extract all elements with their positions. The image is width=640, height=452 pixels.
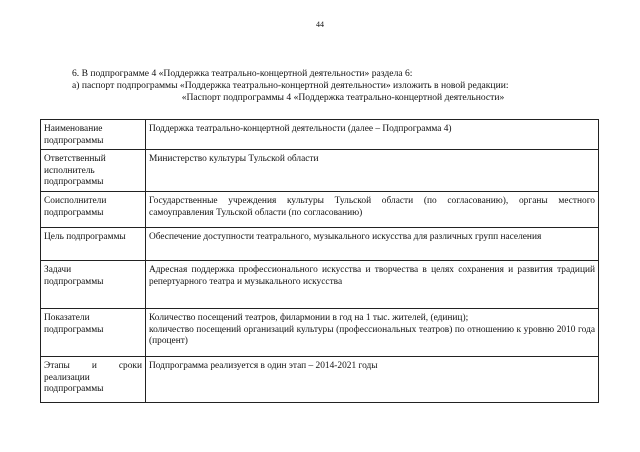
row-value xyxy=(146,192,599,228)
value-text: Министерство культуры Тульской области xyxy=(149,154,319,164)
label-line: реализации xyxy=(44,372,90,383)
row-label xyxy=(41,357,146,403)
row-label xyxy=(41,309,146,357)
label-line: Соисполнители xyxy=(44,196,107,206)
intro-line-1: 6. В подпрограмме 4 «Поддержка театрально-концертной деятельности» раздела 6: xyxy=(72,68,413,79)
row-label xyxy=(41,192,146,228)
label-word: Этапы xyxy=(44,361,70,371)
value-text: Количество посещений театров, филармонии в год на 1 тыс. жителей, (единиц); xyxy=(149,313,469,323)
page-number: 44 xyxy=(316,20,324,29)
intro-text xyxy=(72,68,592,104)
row-value xyxy=(146,309,599,357)
row-label xyxy=(41,261,146,309)
label-line: исполнитель xyxy=(44,165,95,176)
table-row xyxy=(41,228,599,261)
label-word: сроки xyxy=(118,361,142,371)
intro-line-2: а) паспорт подпрограммы «Поддержка театрально-концертной деятельности» изложить в новой редакции: xyxy=(72,80,509,91)
table-row xyxy=(41,261,599,309)
table-row xyxy=(41,120,599,150)
value-text: Поддержка театрально-концертной деятельности (далее – Подпрограмма 4) xyxy=(149,124,452,134)
table-row xyxy=(41,357,599,403)
row-label xyxy=(41,150,146,192)
label-word: и xyxy=(91,361,97,371)
table-row xyxy=(41,192,599,228)
row-value xyxy=(146,120,599,150)
row-value xyxy=(146,228,599,261)
label-line: Ответственный xyxy=(44,154,106,164)
value-text: Адресная поддержка профессионального искусства и творчества в целях сохранения и развития традиций репертуарного театра и музыкального искусства xyxy=(149,265,595,287)
label-line: Показатели xyxy=(44,313,90,323)
passport-heading: «Паспорт подпрограммы 4 «Поддержка театрально-концертной деятельности» xyxy=(181,92,505,103)
value-text: Подпрограмма реализуется в один этап – 2014-2021 годы xyxy=(149,361,378,371)
label-line: подпрограммы xyxy=(44,135,104,146)
passport-table xyxy=(40,119,599,403)
label-line: подпрограммы xyxy=(44,177,104,187)
table-row xyxy=(41,150,599,192)
row-value xyxy=(146,357,599,403)
label-line: подпрограммы xyxy=(44,276,104,287)
table-row xyxy=(41,309,599,357)
row-label xyxy=(41,228,146,261)
row-label xyxy=(41,120,146,150)
row-value xyxy=(146,150,599,192)
label-line: подпрограммы xyxy=(44,324,104,335)
label-line: Задачи xyxy=(44,265,72,275)
label-line: подпрограммы xyxy=(44,384,104,394)
label-line xyxy=(44,361,142,373)
row-value xyxy=(146,261,599,309)
label-line: Наименование xyxy=(44,124,103,134)
value-text: количество посещений организаций культуры (профессиональных театров) по отношению к уровню 2010 года (процент) xyxy=(149,324,595,346)
label-line: Цель подпрограммы xyxy=(44,232,126,242)
value-text: Государственные учреждения культуры Тульской области (по согласованию), органы местного самоуправления Тульской области (по согласованию) xyxy=(149,196,595,218)
label-line: подпрограммы xyxy=(44,207,104,218)
value-text: Обеспечение доступности театрального, музыкального искусства для различных групп населения xyxy=(149,232,542,242)
